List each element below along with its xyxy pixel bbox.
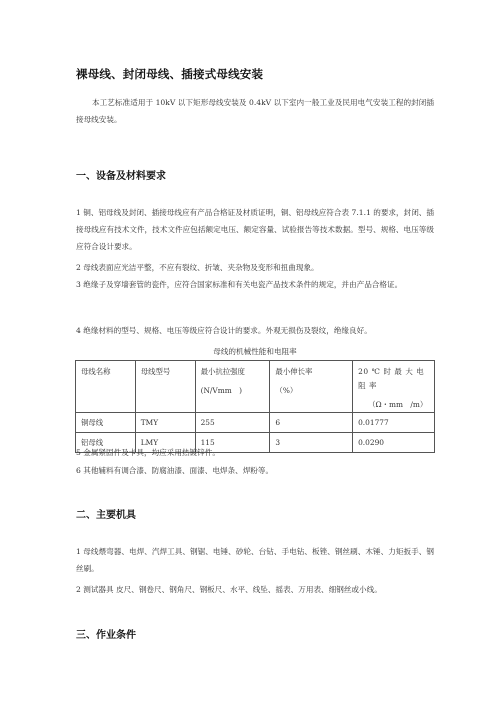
- table-cell: 6: [270, 413, 353, 433]
- mechanical-properties-table: [75, 360, 435, 453]
- section1-item2: 2 母线表面应光洁平整，不应有裂纹、折皱、夹杂物及变形和扭曲现象。: [76, 263, 319, 272]
- header-cell: 20 ℃ 时 最 大 电 阻 率 （Ω・mm /m）: [353, 361, 435, 413]
- intro-paragraph: 本工艺标准适用于 10kV 以下矩形母线安装及 0.4kV 以下室内一般工业及民用电气安装工程的封闭插接母线安装。: [76, 98, 434, 124]
- table-header-row: [76, 361, 435, 413]
- table-cell: 铜母线: [76, 413, 136, 433]
- section2-heading: 二、主要机具: [76, 510, 136, 521]
- table-caption: 母线的机械性能和电阻率: [213, 347, 297, 356]
- section3-heading: 三、作业条件: [76, 630, 136, 641]
- section1-item3: 3 绝缘子及穿墙套管的瓷件，应符合国家标准和有关电瓷产品技术条件的规定，并由产品合格证。: [76, 280, 403, 289]
- section1-item5: 5 金属紧固件及卡具，均应采用热镀锌件。: [76, 448, 220, 457]
- section1-item6: 6 其他辅料有调合漆、防腐油漆、面漆、电焊条、焊粉等。: [76, 466, 274, 475]
- section1-item4: 4 绝缘材料的型号、规格、电压等级应符合设计的要求。外观无损伤及裂纹，绝缘良好。: [76, 326, 372, 335]
- header-cell: 母线型号: [135, 361, 195, 413]
- table-cell: 3: [270, 433, 353, 453]
- header-cell: 最小伸长率 （%）: [270, 361, 353, 413]
- table-cell: 115: [195, 433, 270, 453]
- table-cell: 0.0290: [353, 433, 435, 453]
- section2-item2: 2 测试器具 皮尺、钢卷尺、钢角尺、钢板尺、水平、线坠、摇表、万用表、细钢丝或小线。: [76, 585, 382, 594]
- table-cell: TMY: [135, 413, 195, 433]
- section1-item1: 1 铜、铝母线及封闭、插接母线应有产品合格证及材质证明，铜、铝母线应符合表 7.1.1 的要求，封闭、插接母线应有技术文件，技术文件应包括额定电压、额定容量、试验报告等技术数据。型号、规格、电压等级应符合设计要求。: [76, 208, 434, 251]
- table-cell: 0.01777: [353, 413, 435, 433]
- table-row: [76, 413, 435, 433]
- table-cell: LMY: [135, 433, 195, 453]
- section1-heading: 一、设备及材料要求: [76, 171, 166, 182]
- header-cell: 最小抗拉强度 (N/Vmm ): [195, 361, 270, 413]
- table-cell: 255: [195, 413, 270, 433]
- document-title: 裸母线、封闭母线、插接式母线安装: [76, 67, 264, 81]
- table-cell: 铝母线: [76, 433, 136, 453]
- header-cell: 母线名称: [76, 361, 136, 413]
- section2-item1: 1 母线煨弯器、电焊、汽焊工具、钢锯、电锤、砂轮、台钻、手电钻、板锉、钢丝刷、木锤、力矩扳手、钢丝刷。: [76, 547, 434, 573]
